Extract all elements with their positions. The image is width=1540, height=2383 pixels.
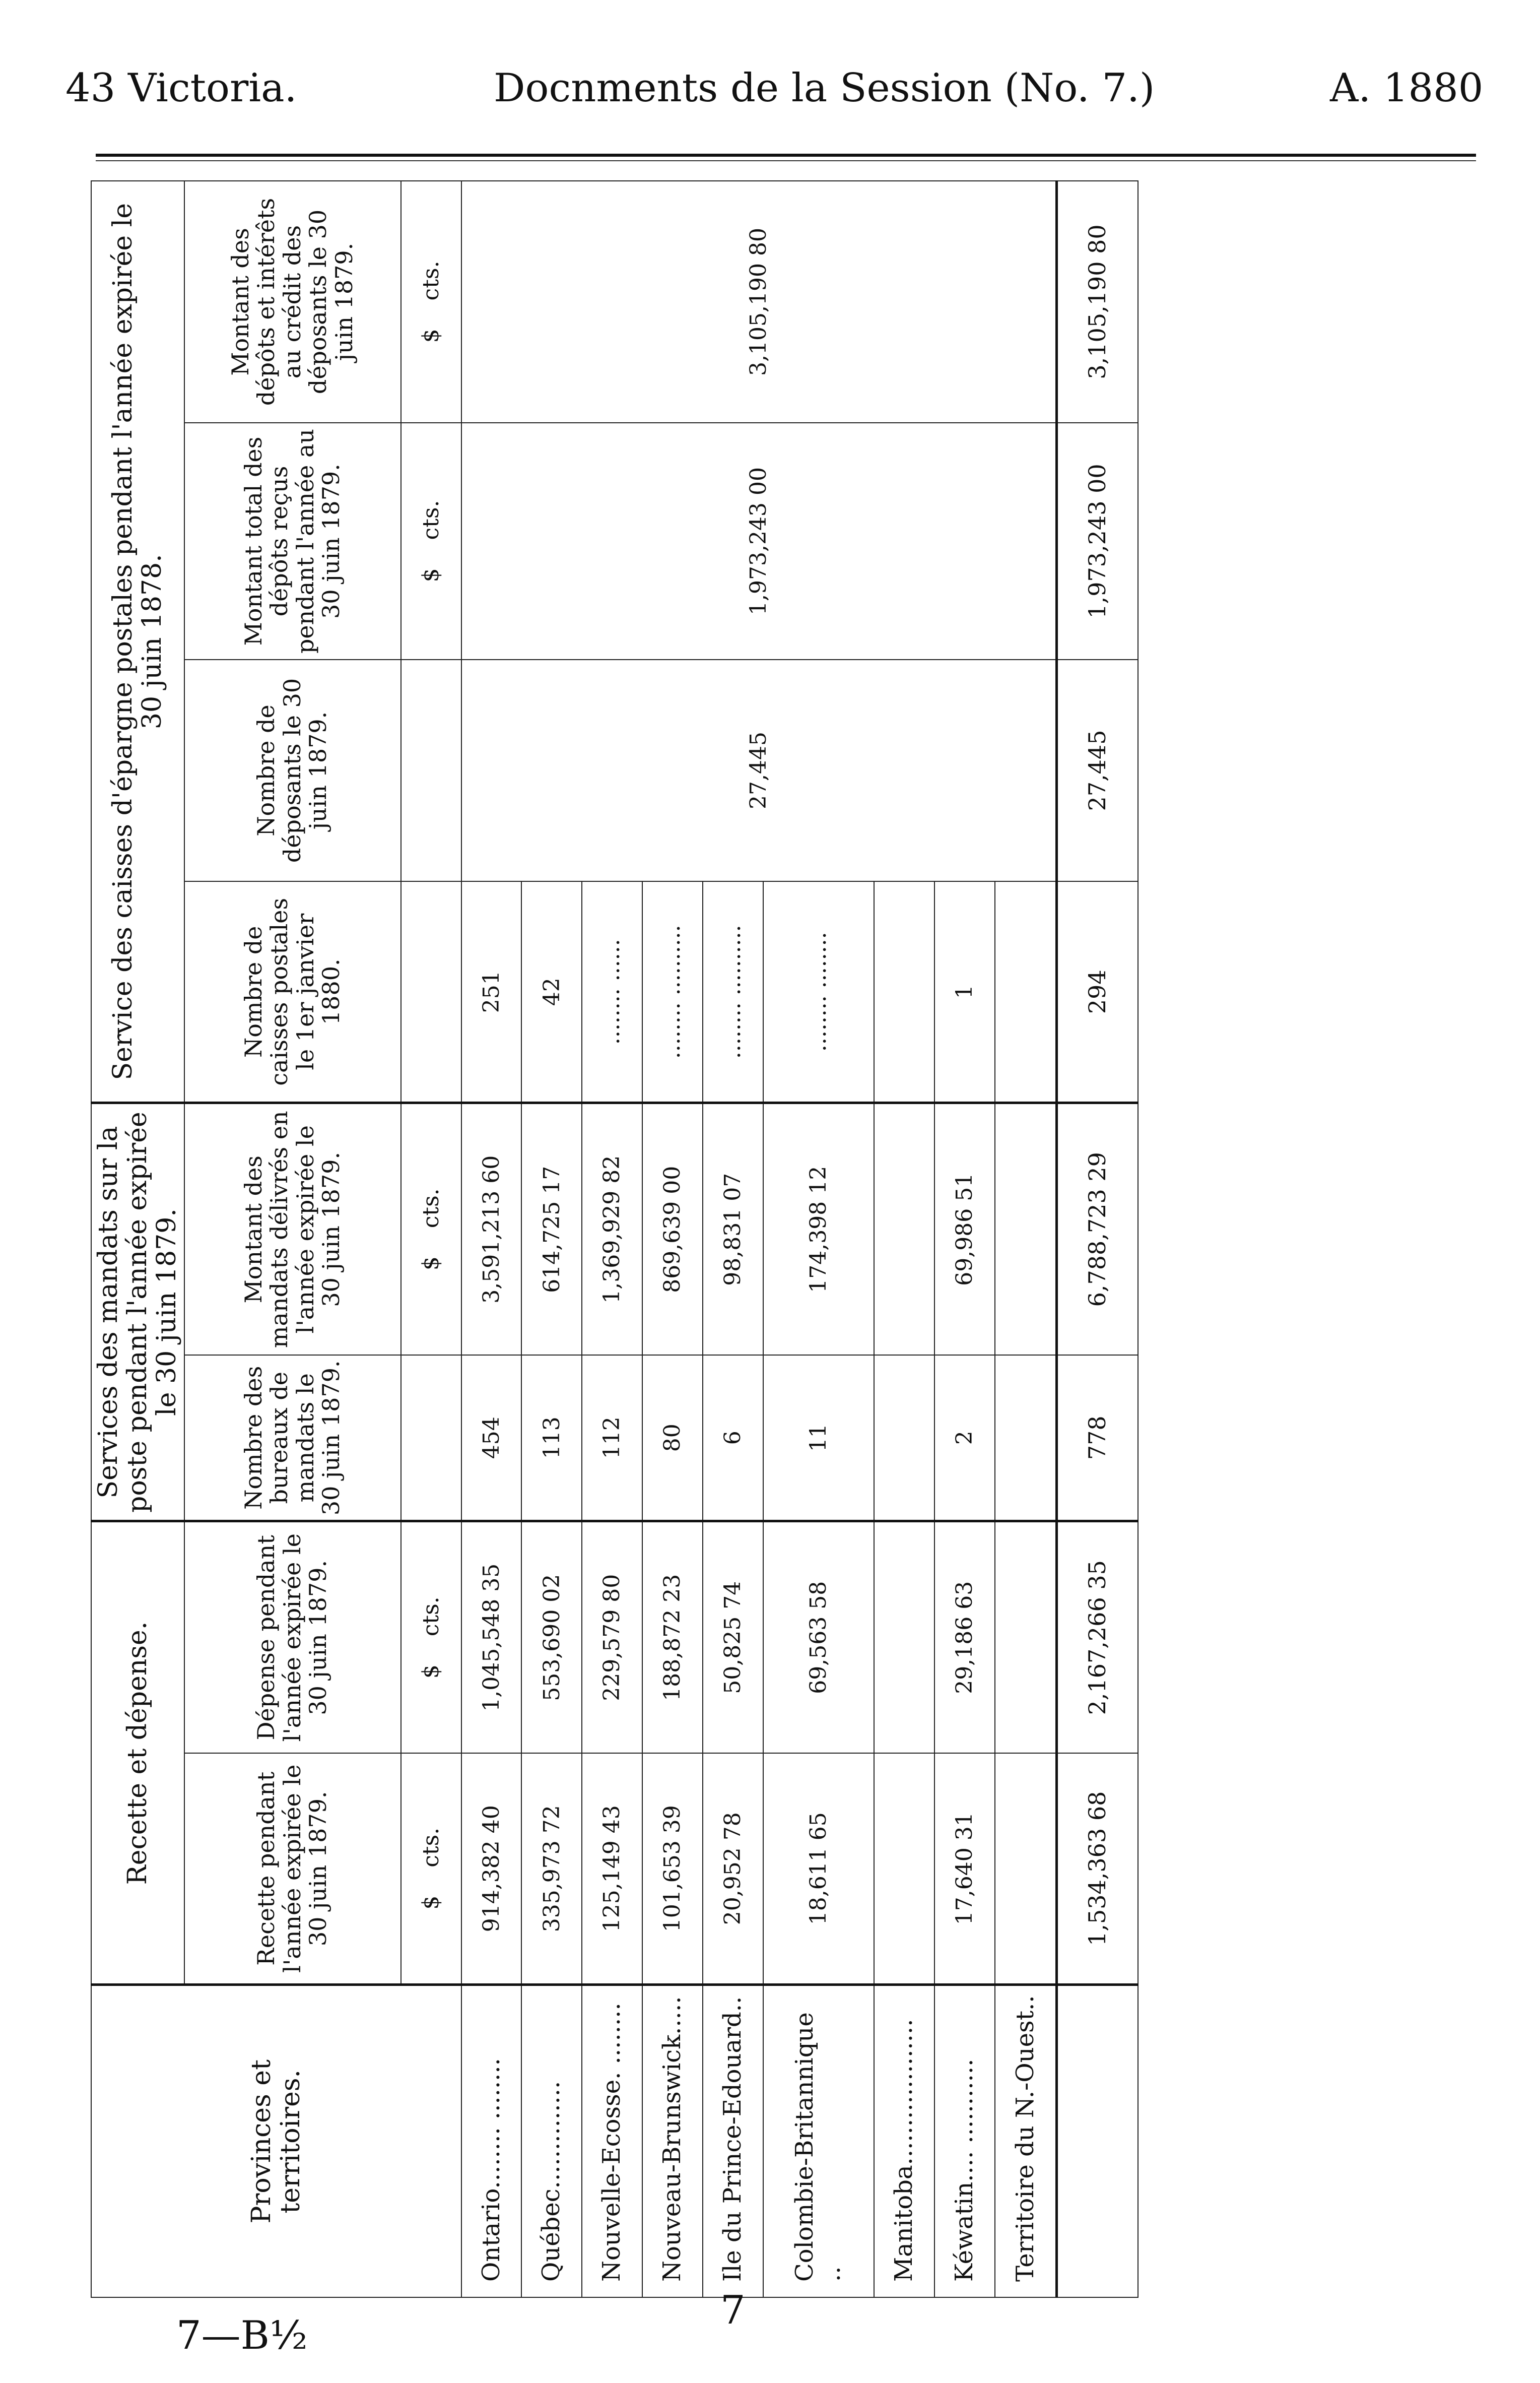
- total-depense: 2,167,266 35: [1057, 1521, 1139, 1753]
- unit-cell: [401, 1355, 461, 1521]
- depense-value: 1,045,548 35: [461, 1521, 522, 1753]
- depense-value: [995, 1521, 1057, 1753]
- caisses-value: 42: [521, 881, 582, 1103]
- bureaux-value: 11: [763, 1355, 875, 1521]
- montant-mandats-value: 1,369,929 82: [582, 1103, 642, 1355]
- recette-value: 914,382 40: [461, 1753, 522, 1985]
- bureaux-value: [995, 1355, 1057, 1521]
- depense-value: 229,579 80: [582, 1521, 642, 1753]
- total-caisses: 294: [1057, 881, 1139, 1103]
- group-recette: Recette et dépense.: [91, 1521, 184, 1985]
- montant-mandats-value: 614,725 17: [521, 1103, 582, 1355]
- recette-value: [874, 1753, 934, 1985]
- column-header-deposants: Nombre de déposants le 30 juin 1879.: [184, 660, 401, 881]
- column-header-depots-credit: Montant des dépôts et intérêts au crédit des déposants le 30 juin 1879.: [184, 181, 401, 423]
- unit-cell: $ cts.: [401, 1103, 461, 1355]
- footer-signature-mark: 7—B½: [176, 2313, 308, 2358]
- column-header-montant-mandats: Montant des mandats délivrés en l'année expirée le 30 juin 1879.: [184, 1103, 401, 1355]
- total-depots-recus: 1,973,243 00: [1057, 423, 1139, 660]
- bureaux-value: 112: [582, 1355, 642, 1521]
- header-session-year: 43 Victoria.: [65, 66, 297, 111]
- montant-mandats-value: [874, 1103, 934, 1355]
- footer-page-number: 7: [720, 2288, 746, 2333]
- deposants-merged-value: 27,445: [461, 660, 1057, 881]
- province-name: Territoire du N.-Ouest..: [995, 1985, 1057, 2297]
- recette-value: 335,973 72: [521, 1753, 582, 1985]
- depense-value: 553,690 02: [521, 1521, 582, 1753]
- total-deposants: 27,445: [1057, 660, 1139, 881]
- montant-mandats-value: 174,398 12: [763, 1103, 875, 1355]
- bureaux-value: 80: [642, 1355, 703, 1521]
- column-header-bureaux: Nombre des bureaux de mandats le 30 juin 1879.: [184, 1355, 401, 1521]
- totals-label: [1057, 1985, 1139, 2297]
- recette-value: [995, 1753, 1057, 1985]
- column-header-depots-recus: Montant total des dépôts reçus pendant l'année au 30 juin 1879.: [184, 423, 401, 660]
- rotated-table-container: [91, 181, 1139, 2298]
- province-name: Ontario........ ........: [461, 1985, 522, 2297]
- header-rule-thin: [96, 160, 1476, 161]
- recette-value: 101,653 39: [642, 1753, 703, 1985]
- caisses-value: ........ ......: [582, 881, 642, 1103]
- total-bureaux: 778: [1057, 1355, 1139, 1521]
- recette-value: 18,611 65: [763, 1753, 875, 1985]
- caisses-value: [874, 881, 934, 1103]
- montant-mandats-value: [995, 1103, 1057, 1355]
- province-name: Kéwatin.... ...........: [934, 1985, 995, 2297]
- column-header-caisses: Nombre de caisses postales le 1er janvier 1880.: [184, 881, 401, 1103]
- group-mandats: Services des mandats sur la poste pendant l'année expirée le 30 juin 1879.: [91, 1103, 184, 1521]
- province-name: Nouvelle-Ecosse. ........: [582, 1985, 642, 2297]
- unit-cell: [401, 660, 461, 881]
- montant-mandats-value: 869,639 00: [642, 1103, 703, 1355]
- total-montant-mandats: 6,788,723 29: [1057, 1103, 1139, 1355]
- montant-mandats-value: 3,591,213 60: [461, 1103, 522, 1355]
- bureaux-value: 6: [703, 1355, 763, 1521]
- caisses-value: ........ ..........: [642, 881, 703, 1103]
- caisses-value: [995, 881, 1057, 1103]
- province-name: Manitoba...................: [874, 1985, 934, 2297]
- caisses-value: 251: [461, 881, 522, 1103]
- statistics-table: [91, 180, 1139, 2298]
- caisses-value: ........ ..........: [703, 881, 763, 1103]
- caisses-value: 1: [934, 881, 995, 1103]
- depense-value: 188,872 23: [642, 1521, 703, 1753]
- header-series: A. 1880: [1330, 66, 1484, 111]
- recette-value: 20,952 78: [703, 1753, 763, 1985]
- depots-recus-merged-value: 1,973,243 00: [461, 423, 1057, 660]
- montant-mandats-value: 69,986 51: [934, 1103, 995, 1355]
- column-header-recette: Recette pendant l'année expirée le 30 juin 1879.: [184, 1753, 401, 1985]
- header-provinces: Provinces et territoires.: [91, 1985, 461, 2297]
- montant-mandats-value: 98,831 07: [703, 1103, 763, 1355]
- bureaux-value: 454: [461, 1355, 522, 1521]
- totals-row: [1057, 181, 1139, 2297]
- unit-cell: $ cts.: [401, 1753, 461, 1985]
- group-caisses: Service des caisses d'épargne postales pendant l'année expirée le 30 juin 1878.: [91, 181, 184, 1103]
- unit-cell: $ cts.: [401, 423, 461, 660]
- recette-value: 17,640 31: [934, 1753, 995, 1985]
- unit-cell: $ cts.: [401, 181, 461, 423]
- bureaux-value: 2: [934, 1355, 995, 1521]
- depense-value: [874, 1521, 934, 1753]
- header-document-title: Docnments de la Session (No. 7.): [494, 66, 1155, 111]
- recette-value: 125,149 43: [582, 1753, 642, 1985]
- unit-cell: [401, 881, 461, 1103]
- depots-credit-merged-value: 3,105,190 80: [461, 181, 1057, 423]
- province-name: Nouveau-Brunswick.....: [642, 1985, 703, 2297]
- total-depots-credit: 3,105,190 80: [1057, 181, 1139, 423]
- depense-value: 29,186 63: [934, 1521, 995, 1753]
- table-row: [461, 181, 522, 2297]
- bureaux-value: [874, 1355, 934, 1521]
- depense-value: 50,825 74: [703, 1521, 763, 1753]
- total-recette: 1,534,363 68: [1057, 1753, 1139, 1985]
- province-name: Ile du Prince-Edouard..: [703, 1985, 763, 2297]
- unit-cell: $ cts.: [401, 1521, 461, 1753]
- bureaux-value: 113: [521, 1355, 582, 1521]
- province-name: Québec..............: [521, 1985, 582, 2297]
- depense-value: 69,563 58: [763, 1521, 875, 1753]
- column-header-depense: Dépense pendant l'année expirée le 30 juin 1879.: [184, 1521, 401, 1753]
- caisses-value: ........ ........: [763, 881, 875, 1103]
- province-name: Colombie-Britannique ..: [763, 1985, 875, 2297]
- header-rule: [96, 154, 1476, 157]
